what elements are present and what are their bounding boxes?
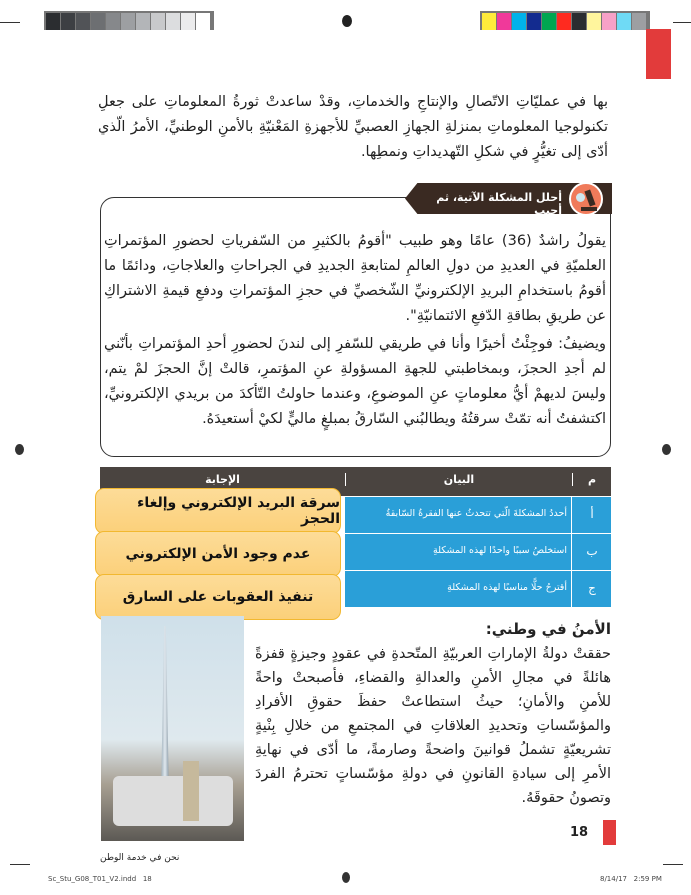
answer-text: سرقة البريد الإلكتروني وإلغاء الحجز — [137, 495, 340, 527]
process-color-bar — [480, 11, 650, 30]
photo-burj-khalifa — [101, 616, 244, 841]
section-title: الأمنُ في وطني: — [485, 620, 611, 638]
color-swatch — [121, 13, 135, 30]
color-swatch — [632, 13, 646, 30]
registration-mark-icon — [342, 15, 352, 27]
answer-text: عدم وجود الأمن الإلكتروني — [125, 546, 311, 562]
activity-paragraph-2: ويضيفُ: فوجِئْتُ أخيرًا وأنا في طريقي للسّفرِ إلى لندنَ لحضورِ أحدِ المؤتمراتِ بأنّني لم أجدِ الحجزَ، وبمخاطبتي للجهةِ المسؤولةِ عنِ المؤتمرِ، قالتْ إنَّ الحجزَ لمْ يتم، وليسَ لديهمْ أيُّ معلوماتٍ عنِ الموضوعِ، وعندما حاولتُ التّأكدَ من بريدي الإلكترونيِّ، اكتشفتُ أنه تمّتْ سرقتُهُ ويطالبُني السّارقُ بمبلغٍ ماليٍّ لكيْ أستعيدَهُ. — [104, 336, 606, 427]
row-number: ب — [586, 544, 598, 558]
color-swatch — [46, 13, 60, 30]
activity-paragraph-1: يقولُ راشدٌ (36) عامًا وهو طبيب "أقومُ بالكثيرِ من السّفرياتِ لحضورِ المؤتمراتِ العلميّةِ في العديدِ من دولِ العالمِ لمتابعةِ الجديدِ في الجراحاتِ والعلاجاتِ، ودائمًا ما أقومُ باستخدامِ البريدِ الإلكترونيِّ الشّخصيِّ في حجزِ المؤتمراتِ ودفعِ قيمةِ الاشتراكِ عن طريقِ بطاقةِ الدّفعِ الائتمانيّةِ". — [104, 233, 606, 324]
photo-caption: نحن في خدمة الوطن — [100, 853, 180, 863]
color-swatch — [512, 13, 526, 30]
crop-mark — [663, 864, 683, 865]
color-swatch — [557, 13, 571, 30]
table-row — [345, 497, 611, 533]
row-statement: أقترحُ حلًّا مناسبًا لهذه المشكلةِ — [345, 571, 572, 607]
color-swatch — [196, 13, 210, 30]
color-swatch — [91, 13, 105, 30]
table-header-number: م — [587, 473, 597, 486]
color-swatch — [497, 13, 511, 30]
activity-title: أحلل المشكلة الآتية، ثم أجيب — [436, 191, 562, 217]
color-swatch — [527, 13, 541, 30]
crop-mark — [0, 22, 20, 23]
answer-box[interactable] — [95, 574, 341, 620]
answer-box[interactable] — [95, 531, 341, 577]
table-row — [345, 534, 611, 570]
answer-text: تنفيذ العقوبات على السارق — [122, 589, 314, 605]
table-row — [345, 571, 611, 607]
color-swatch — [587, 13, 601, 30]
page-number: 18 — [570, 825, 589, 840]
color-swatch — [542, 13, 556, 30]
grayscale-color-bar — [44, 11, 214, 30]
section-body: حققتْ دولةُ الإماراتِ العربيّةِ المتّحدةِ في عقودٍ وجيزةٍ قفزةً هائلةً في مجالِ الأمنِ والعدالةِ والقضاءِ، فأصبحتْ واحةً للأمنِ والأمانِ؛ حيثُ استطاعتْ حفظَ حقوقِ الأفرادِ والمؤسّساتِ وتحديدِ العلاقاتِ في المجتمعِ من خلالِ بِنْيةٍ تشريعيّةٍ تشملُ قوانينَ واضحةً وصارمةً، ما أدّى في نهايةِ الأمرِ إلى سيادةِ القانونِ في دولةِ مؤسّساتٍ تحترمُ الفردَ وتصونُ حقوقَهُ. — [255, 646, 611, 806]
registration-mark-icon — [662, 444, 671, 455]
answer-box[interactable] — [95, 488, 341, 534]
color-swatch — [151, 13, 165, 30]
crop-mark — [673, 22, 691, 23]
row-number: ج — [588, 581, 596, 595]
row-number: أ — [590, 507, 594, 521]
color-swatch — [106, 13, 120, 30]
color-swatch — [76, 13, 90, 30]
color-swatch — [166, 13, 180, 30]
color-swatch — [61, 13, 75, 30]
table-header-statement: البيان — [345, 473, 573, 486]
microscope-icon — [569, 182, 603, 216]
row-statement: أحددُ المشكلةَ الّتي تتحدثُ عنها الفقرةُ السّابقةُ — [345, 497, 572, 533]
row-statement: استخلصُ سببًا واحدًا لهذه المشكلةِ — [345, 534, 572, 570]
slug-date: 8/14/17 2:59 PM — [600, 875, 662, 883]
table-header-answer: الإجابة — [205, 473, 240, 486]
color-swatch — [617, 13, 631, 30]
registration-mark-icon — [15, 444, 24, 455]
color-swatch — [136, 13, 150, 30]
crop-mark — [10, 864, 30, 865]
page-number-tab — [603, 820, 616, 845]
intro-paragraph: بها في عمليّاتِ الاتّصالِ والإنتاجِ والخدماتِ، وقدْ ساعدتْ ثورةُ المعلوماتِ على جعلِ تكنولوجيا المعلوماتِ بمنزلةِ الجهازِ العصبيِّ للأجهزةِ المَعْنيّةِ بالأمنِ الوطنيِّ، الأمرُ الّذي أدّى إلى تغيُّرٍ في شكلِ التّهديداتِ ونمطِها. — [98, 94, 608, 160]
color-swatch — [572, 13, 586, 30]
color-swatch — [181, 13, 195, 30]
slug-filename: Sc_Stu_G08_T01_V2.indd 18 — [48, 875, 152, 883]
color-swatch — [482, 13, 496, 30]
registration-mark-icon — [342, 872, 350, 883]
chapter-tab — [646, 29, 671, 79]
color-swatch — [602, 13, 616, 30]
